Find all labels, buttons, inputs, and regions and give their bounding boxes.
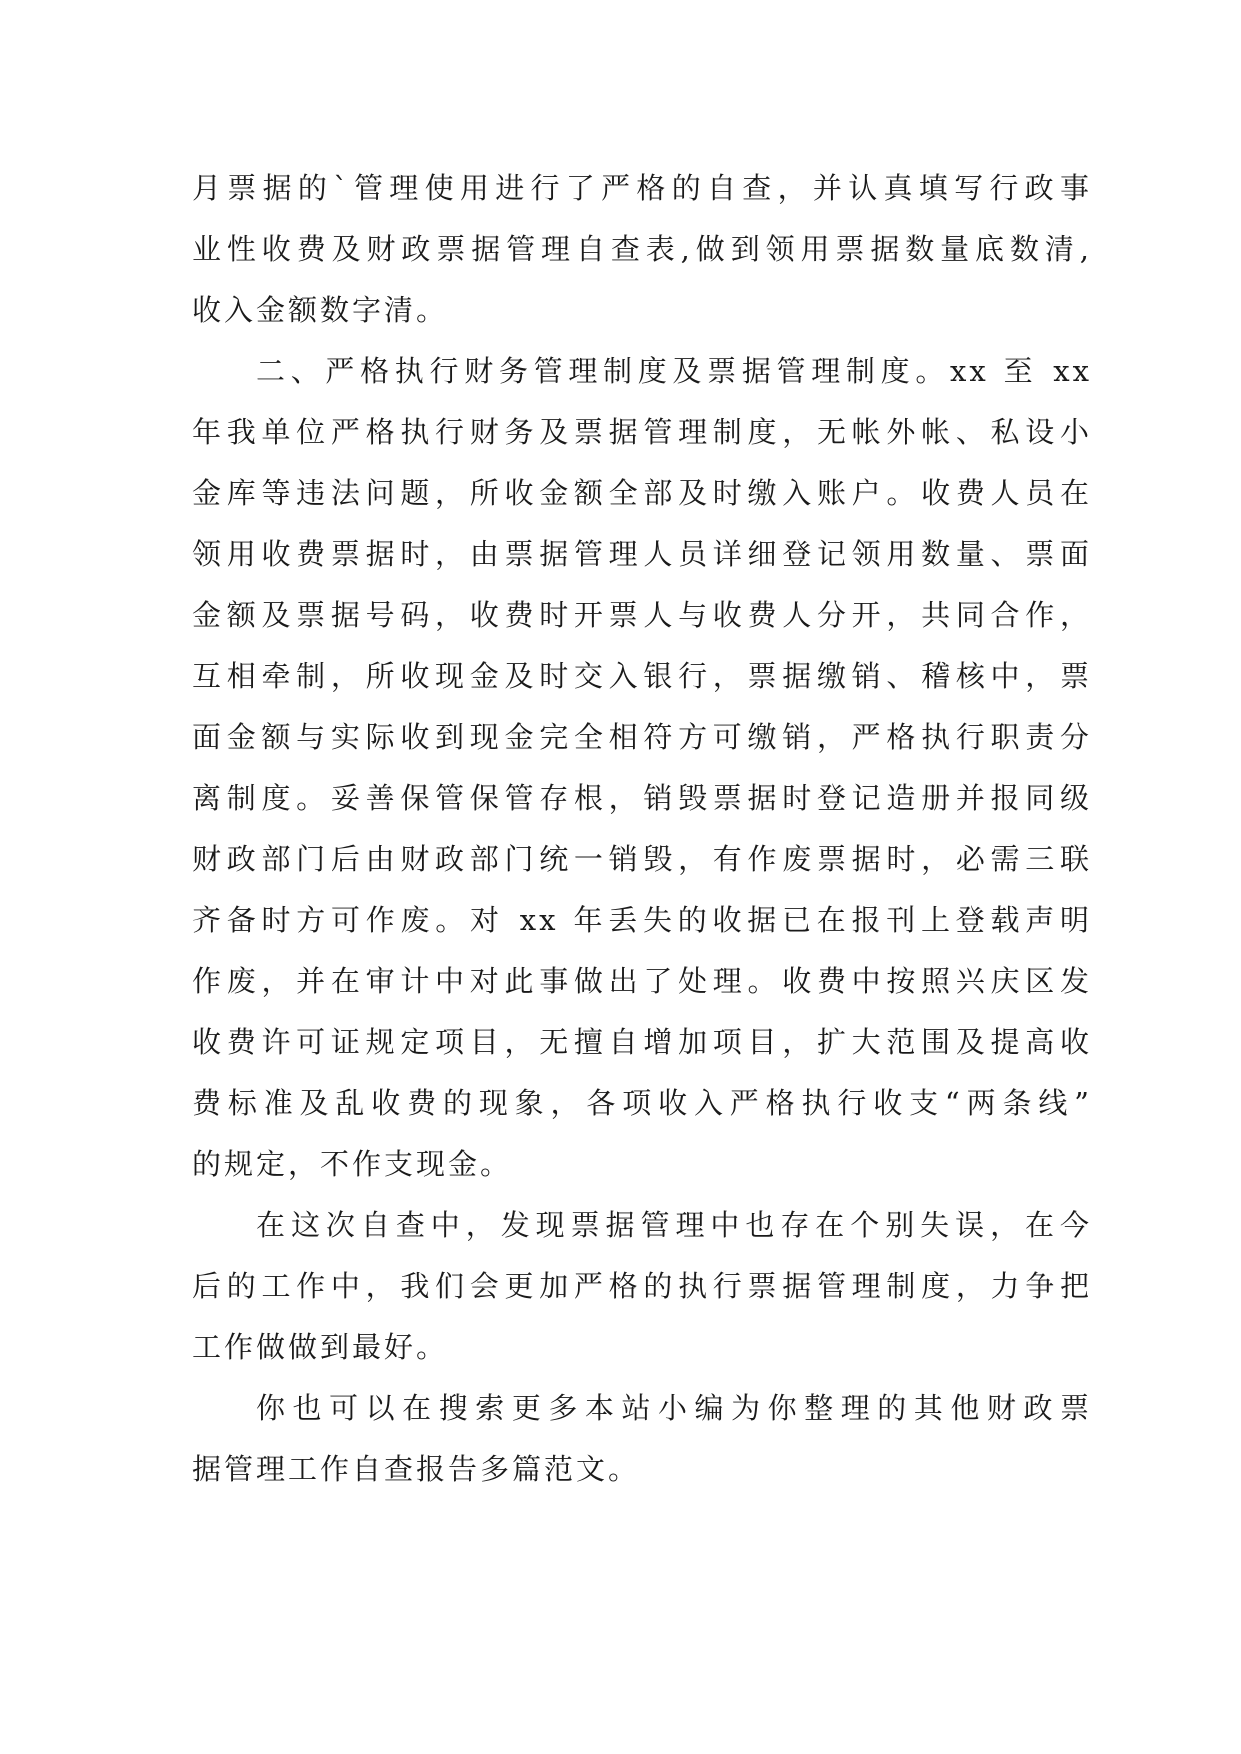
text-line: 月票据的`管理使用进行了严格的自查，并认真填写行政事 [192,171,1092,205]
text-line: 收入金额数字清。 [192,293,449,327]
text-line: 费标准及乱收费的现象，各项收入严格执行收支“两条线” [192,1086,1092,1120]
text-line: 业性收费及财政票据管理自查表,做到领用票据数量底数清, [192,232,1092,266]
text-line: 互相牵制，所收现金及时交入银行，票据缴销、稽核中，票 [192,659,1092,693]
text-line: 据管理工作自查报告多篇范文。 [192,1452,641,1486]
text-line: 后的工作中，我们会更加严格的执行票据管理制度，力争把 [192,1269,1092,1303]
document-body [192,158,1092,1500]
text-line: 齐备时方可作废。对 xx 年丢失的收据已在报刊上登载声明 [192,903,1092,937]
text-line: 领用收费票据时，由票据管理人员详细登记领用数量、票面 [192,537,1092,571]
text-line: 金额及票据号码，收费时开票人与收费人分开，共同合作， [192,598,1092,632]
text-line: 面金额与实际收到现金完全相符方可缴销，严格执行职责分 [192,720,1092,754]
paragraph-start-line: 你也可以在搜索更多本站小编为你整理的其他财政票 [256,1391,1092,1425]
text-line: 年我单位严格执行财务及票据管理制度，无帐外帐、私设小 [192,415,1092,449]
text-line: 财政部门后由财政部门统一销毁，有作废票据时，必需三联 [192,842,1092,876]
text-line: 收费许可证规定项目，无擅自增加项目，扩大范围及提高收 [192,1025,1092,1059]
text-line: 的规定，不作支现金。 [192,1147,513,1181]
text-line: 金库等违法问题，所收金额全部及时缴入账户。收费人员在 [192,476,1092,510]
paragraph-start-line: 二、严格执行财务管理制度及票据管理制度。xx 至 xx [256,354,1092,388]
text-line: 作废，并在审计中对此事做出了处理。收费中按照兴庆区发 [192,964,1092,998]
paragraph-start-line: 在这次自查中，发现票据管理中也存在个别失误，在今 [256,1208,1092,1242]
text-line: 工作做做到最好。 [192,1330,449,1364]
text-line: 离制度。妥善保管保管存根，销毁票据时登记造册并报同级 [192,781,1092,815]
